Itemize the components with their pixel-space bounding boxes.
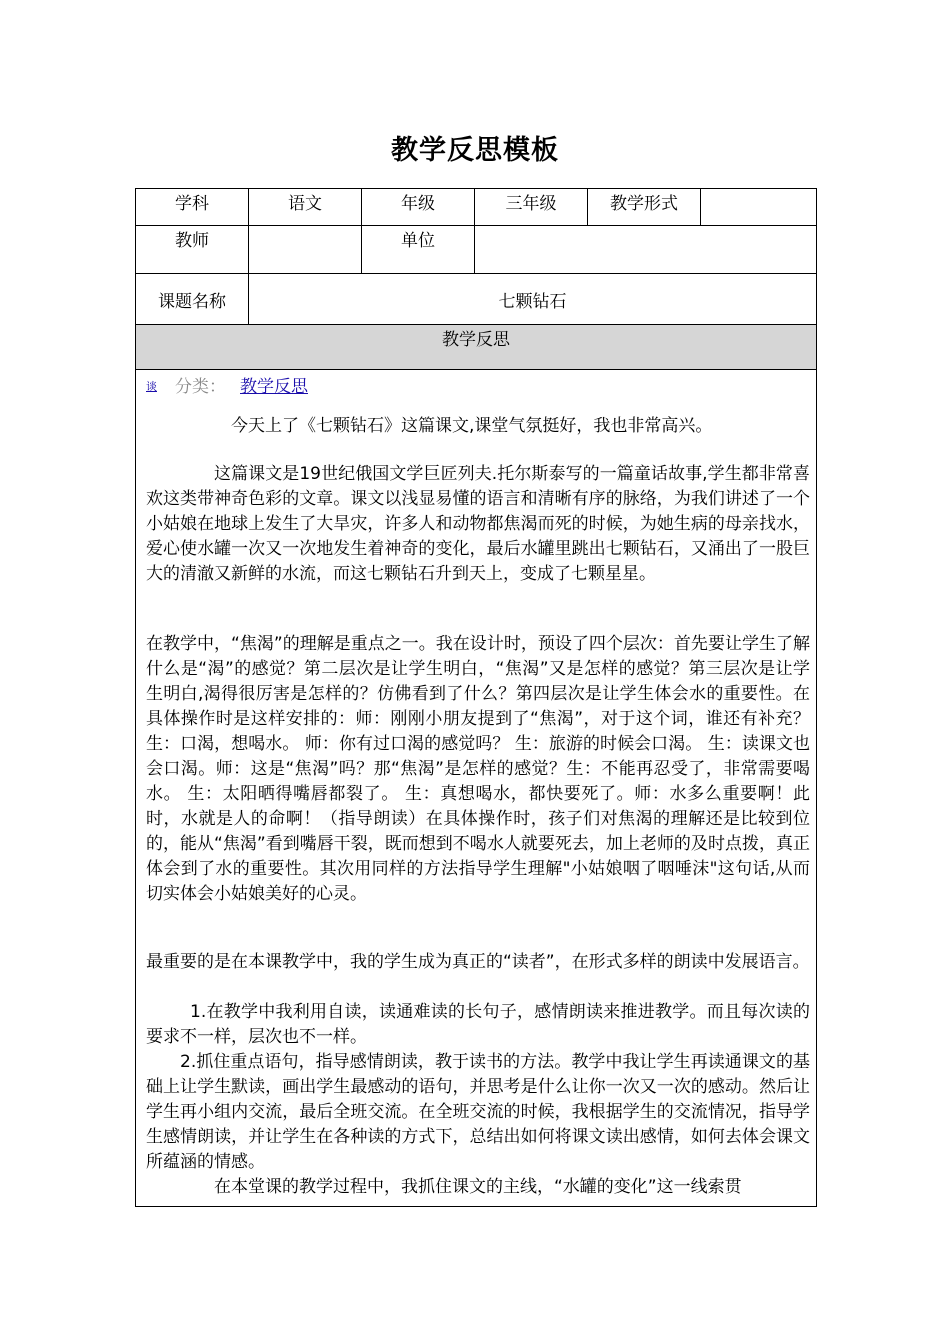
format-label: 教学形式 bbox=[588, 189, 701, 226]
paragraph-closing: 在本堂课的教学过程中，我抓住课文的主线，“水罐的变化”这一线索贯 bbox=[214, 1177, 742, 1197]
form-row-teacher bbox=[136, 226, 817, 274]
paragraph-point-1: 1.在教学中我利用自读，读通难读的长句子，感情朗读来推进教学。而且每次读的要求不一样，层次也不一样。 bbox=[146, 1002, 810, 1047]
teacher-label: 教师 bbox=[136, 226, 249, 274]
paragraph-point-2: 2.抓住重点语句，指导感情朗读，教于读书的方法。教学中我让学生再读通课文的基础上让学生默读，画出学生最感动的语句，并思考是什么让你一次又一次的感动。然后让学生再小组内交流，最后全班交流。在全班交流的时候，我根据学生的交流情况，指导学生感情朗读，并让学生在各种读的方式下，总结出如何将课文读出感情，如何去体会课文所蕴涵的情感。 bbox=[146, 1052, 810, 1172]
topic-label: 课题名称 bbox=[136, 274, 249, 325]
paragraph-teaching: 在教学中，“焦渴”的理解是重点之一。我在设计时，预设了四个层次：首先要让学生了解什么是“渴”的感觉？第二层次是让学生明白，“焦渴”又是怎样的感觉？第三层次是让学生明白,渴得很厉害是怎样的？仿佛看到了什么？第四层次是让学生体会水的重要性。在具体操作时是这样安排的：师：刚刚小朋友提到了“焦渴”，对于这个词，谁还有补充？生：口渴，想喝水。 师：你有过口渴的感觉吗？ 生：旅游的时候会口渴。 生：读课文也会口渴。师：这是“焦渴”吗？那“焦渴”是怎样的感觉？生：不能再忍受了，非常需要喝水。 生：太阳晒得嘴唇都裂了。 生：真想喝水，都快要死了。师：水多么重要啊！此时，水就是人的命啊！（指导朗读）在具体操作时，孩子们对焦渴的理解还是比较到位的，能从“焦渴”看到嘴唇干裂，既而想到不喝水人就要死去，加上老师的及时点拨，真正体会到了水的重要性。其次用同样的方法指导学生理解"小姑娘咽了咽唾沫"这句话,从而切实体会小姑娘美好的心灵。 bbox=[146, 634, 810, 904]
reflection-body bbox=[136, 370, 817, 1206]
topic-value: 七颗钻石 bbox=[249, 274, 817, 325]
paragraph-intro: 今天上了《七颗钻石》这篇课文,课堂气氛挺好，我也非常高兴。 bbox=[231, 416, 713, 436]
category-line bbox=[146, 372, 308, 397]
subject-value: 语文 bbox=[249, 189, 362, 226]
subject-label: 学科 bbox=[136, 189, 249, 226]
page-title: 教学反思模板 bbox=[391, 135, 559, 166]
unit-value bbox=[475, 226, 817, 274]
teacher-value bbox=[249, 226, 362, 274]
category-link[interactable]: 教学反思 bbox=[240, 377, 308, 397]
grade-value: 三年级 bbox=[475, 189, 588, 226]
format-value bbox=[701, 189, 817, 226]
form-row-topic bbox=[136, 274, 817, 325]
mini-link[interactable]: 谈 bbox=[146, 380, 157, 393]
category-label: 分类： bbox=[175, 377, 226, 397]
form-row-section-header bbox=[136, 325, 817, 370]
reflection-form-table bbox=[135, 188, 817, 1207]
unit-label: 单位 bbox=[362, 226, 475, 274]
form-row-subject bbox=[136, 189, 817, 226]
paragraph-key-point: 最重要的是在本课教学中，我的学生成为真正的“读者”，在形式多样的朗读中发展语言。 bbox=[146, 952, 810, 972]
reflection-body-cell bbox=[136, 370, 817, 1207]
section-header: 教学反思 bbox=[136, 325, 817, 370]
form-row-reflection-body bbox=[136, 370, 817, 1207]
grade-label: 年级 bbox=[362, 189, 475, 226]
paragraph-summary: 这篇课文是19世纪俄国文学巨匠列夫.托尔斯泰写的一篇童话故事,学生都非常喜欢这类带神奇色彩的文章。课文以浅显易懂的语言和清晰有序的脉络，为我们讲述了一个小姑娘在地球上发生了大旱灾，许多人和动物都焦渴而死的时候，为她生病的母亲找水，爱心使水罐一次又一次地发生着神奇的变化，最后水罐里跳出七颗钻石，又涌出了一股巨大的清澈又新鲜的水流，而这七颗钻石升到天上，变成了七颗星星。 bbox=[146, 464, 810, 584]
